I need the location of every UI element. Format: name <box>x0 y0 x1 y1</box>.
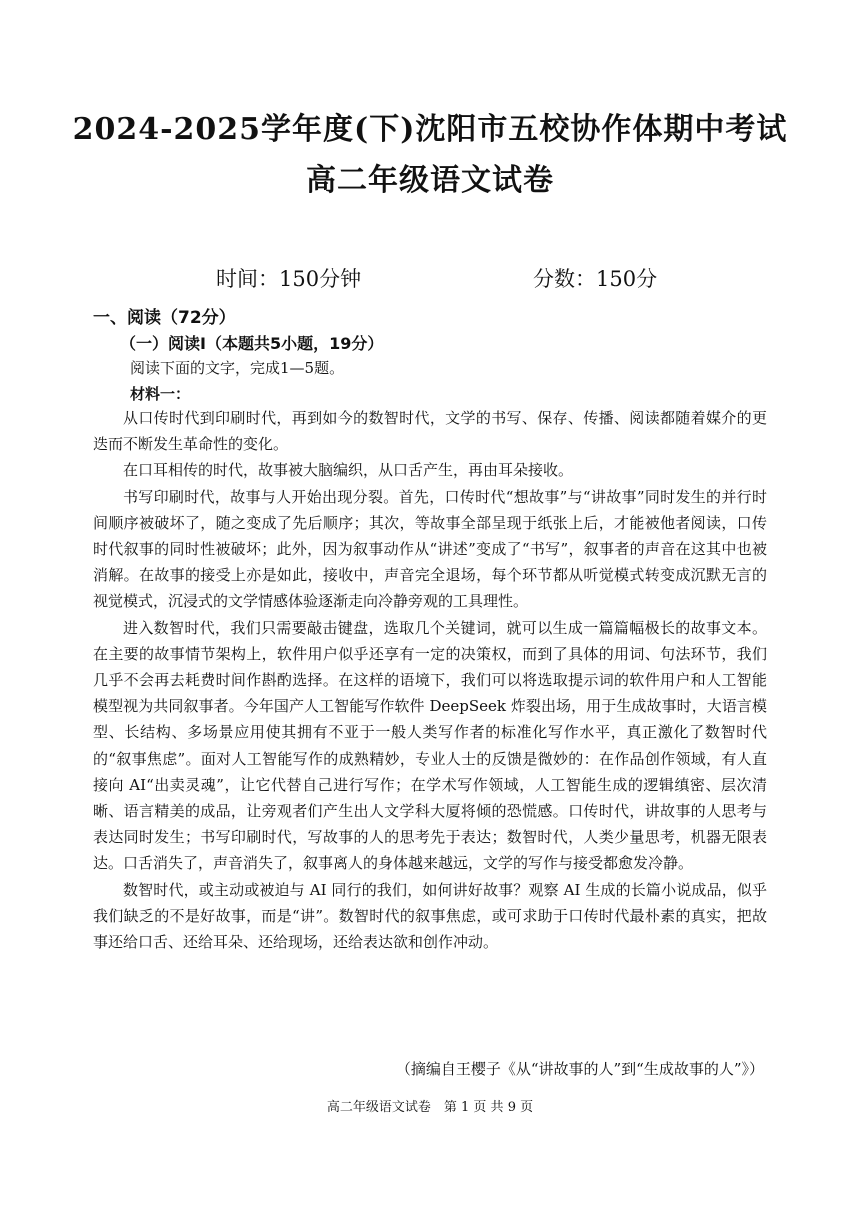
material-label: 材料一： <box>130 385 191 403</box>
paragraph: 数智时代，或主动或被迫与 AI 同行的我们，如何讲好故事？观察 AI 生成的长篇小说成品，似乎我们缺乏的不是好故事，而是“讲”。数智时代的叙事焦虑，或可求助于口传时代最朴素的真实，把故事还给口舌、还给耳朵、还给现场，还给表达欲和创作冲动。 <box>93 880 767 952</box>
exam-score: 分数：150分 <box>533 267 658 291</box>
material-body <box>93 405 767 955</box>
paragraph: 从口传时代到印刷时代，再到如今的数智时代，文学的书写、保存、传播、阅读都随着媒介的更迭而不断发生革命性的变化。 <box>93 409 767 454</box>
paragraph: 进入数智时代，我们只需要敲击键盘，选取几个关键词，就可以生成一篇篇幅极长的故事文本。在主要的故事情节架构上，软件用户似乎还享有一定的决策权，而到了具体的用词、句法环节，我们几乎不会再去耗费时间作斟酌选择。在这样的语境下，我们可以将选取提示词的软件用户和人工智能模型视为共同叙事者。今年国产人工智能写作软件 DeepSeek 炸裂出场，用于生成故事时，大语言模型、长结构、多场景应用使其拥有不亚于一般人类写作者的标准化写作水平，真正激化了数智时代的“叙事焦虑”。面对人工智能写作的成熟精妙，专业人士的反馈是微妙的：在作品创作领域，有人直接向 AI“出卖灵魂”，让它代替自己进行写作；在学术写作领域，人工智能生成的逻辑缜密、层次清晰、语言精美的成品，让旁观者们产生出人文学科大厦将倾的恐慌感。口传时代，讲故事的人思考与表达同时发生；书写印刷时代，写故事的人的思考先于表达；数智时代，人类少量思考，机器无限表达。口舌消失了，声音消失了，叙事离人的身体越来越远，文学的写作与接受都愈发冷静。 <box>93 618 767 873</box>
page-footer: 高二年级语文试卷 第 1 页 共 9 页 <box>326 1100 534 1115</box>
section-subheading: （一）阅读Ⅰ（本题共5小题，19分） <box>120 334 384 353</box>
exam-title: 2024-2025学年度(下)沈阳市五校协作体期中考试 <box>72 112 788 147</box>
reading-instruction: 阅读下面的文字，完成1—5题。 <box>130 359 345 377</box>
paragraph: 书写印刷时代，故事与人开始出现分裂。首先，口传时代“想故事”与“讲故事”同时发生的并行时间顺序被破坏了，随之变成了先后顺序；其次，等故事全部呈现于纸张上后，才能被他者阅读，口传时代叙事的同时性被破坏；此外，因为叙事动作从“讲述”变成了“书写”，叙事者的声音在这其中也被消解。在故事的接受上亦是如此，接收中，声音完全退场，每个环节都从听觉模式转变成沉默无言的视觉模式，沉浸式的文学情感体验逐渐走向冷静旁观的工具理性。 <box>93 487 767 611</box>
exam-time: 时间：150分钟 <box>216 267 362 291</box>
paragraph: 在口耳相传的时代，故事被大脑编织，从口舌产生，再由耳朵接收。 <box>123 461 574 480</box>
section-heading: 一、阅读（72分） <box>93 308 236 328</box>
source-citation: （摘编自王樱子《从“讲故事的人”到“生成故事的人”》） <box>395 1060 764 1078</box>
exam-subtitle: 高二年级语文试卷 <box>306 163 554 198</box>
